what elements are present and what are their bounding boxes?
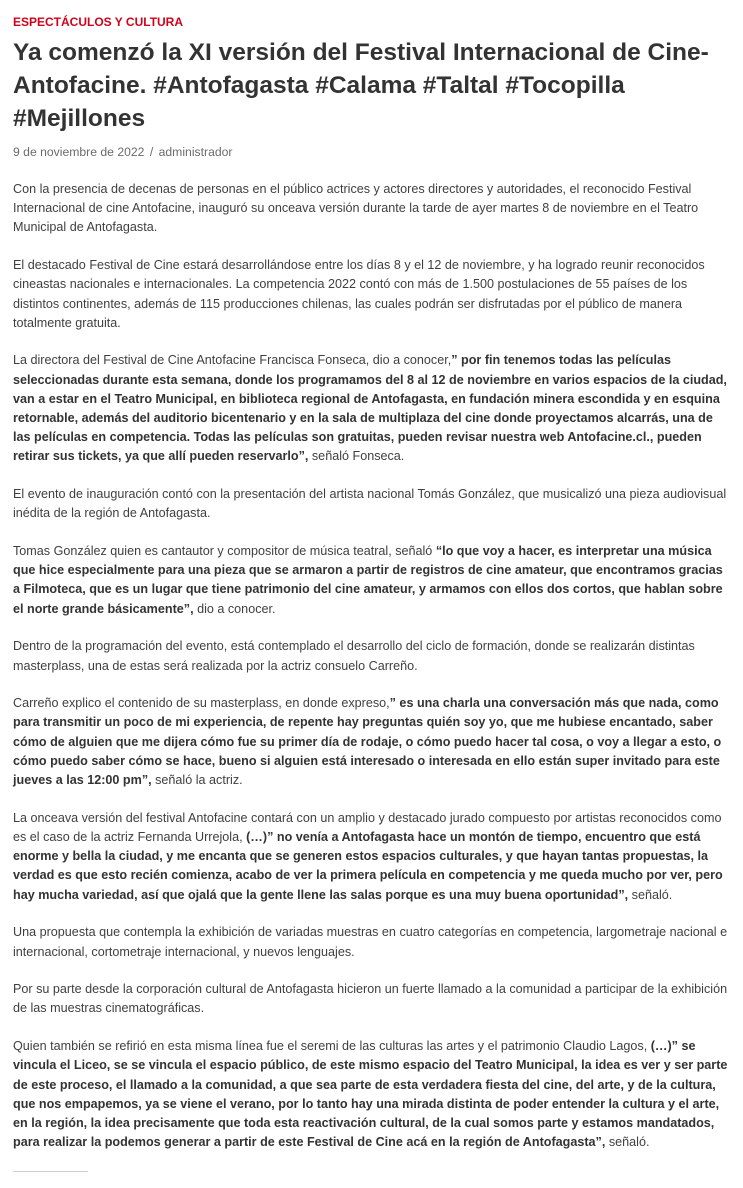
quote-text: ” es una charla una conversación más que nada, como para transmitir un poco de mi experiencia, de repente hay preguntas quién soy yo, que me hubiese encantado, saber cómo de alguien que me dijera cómo fue su primer día de rodaje, o cómo puedo hacer tal cosa, o voy a llegar a esto, o cómo puedo saber cómo se hace, bueno si alguien está interesado o interesada en ello están super invitado para este jueves a las 12:00 pm”, xyxy=(13,696,722,788)
quote-text: (…)” se vincula el Liceo, se se vincula el espacio público, de este mismo espacio del Teatro Municipal, la idea es ver y ser parte de este proceso, el llamado a la comunidad, a que sea parte de esta verdadera fiesta del cine, del arte, y de la cultura, que nos empapemos, ya se viene el verano, por lo tanto hay una mirada distinta de poder entender la cultura y el arte, en la región, la idea precisamente que toda esta reactivación cultural, de la cual somos parte y estamos mandatados, para realizar la podemos generar a partir de este Festival de Cine acá en la región de Antofagasta”, xyxy=(13,1039,728,1150)
paragraph-text: Quien también se refirió en esta misma línea fue el seremi de las culturas las artes y el patrimonio Claudio Lagos, xyxy=(13,1039,651,1054)
quote-text: “lo que voy a hacer, es interpretar una música que hice especialmente para una pieza que se armaron a partir de registros de cine amateur, que encontramos gracias a Filmoteca, que es un lugar que tiene patrimonio del cine amateur, y armamos con ellos dos cortos, que hablan sobre el norte grande básicamente”, xyxy=(13,544,723,616)
paragraph xyxy=(13,809,731,905)
quote-text: ” por fin tenemos todas las películas seleccionadas durante esta semana, donde los programamos del 8 al 12 de noviembre en varios espacios de la ciudad, van a estar en el Teatro Municipal, en biblioteca regional de Antofagasta, en fundación minera escondida y en esquina retornable, además del auditorio bicentenario y en la sala de multiplaza del cine donde proyectamos alcarrás, una de las películas en competencia. Todas las películas son gratuitas, pueden revisar nuestra web Antofacine.cl., pueden retirar sus tickets, ya que allí pueden reservarlo”, xyxy=(13,353,727,464)
divider xyxy=(13,1171,88,1172)
paragraph xyxy=(13,542,731,619)
paragraph-text: Tomas González quien es cantautor y compositor de música teatral, señaló xyxy=(13,544,436,559)
quote-text: (…)” no venía a Antofagasta hace un montón de tiempo, encuentro que está enorme y bella la ciudad, y me encanta que se generen estos espacios culturales, y que hayan tantas propuestas, la verdad es que esto recién comienza, acabo de ver la primera película en competencia y me queda mucho por ver, pero hay mucha variedad, así que ojalá que la gente llene las salas porque es una muy buena oportunidad”, xyxy=(13,829,723,902)
paragraph-text: Carreño explico el contenido de su masterplass, en donde expreso, xyxy=(13,696,390,711)
article-title: Ya comenzó la XI versión del Festival Internacional de Cine-Antofacine. #Antofagasta #Calama #Taltal #Tocopilla #Mejillones xyxy=(13,39,709,132)
paragraph-text: señaló Fonseca. xyxy=(308,449,405,464)
paragraph-text: dio a conocer. xyxy=(193,601,276,616)
paragraph: Por su parte desde la corporación cultural de Antofagasta hicieron un fuerte llamado a la comunidad a participar de la exhibición de las muestras cinematográficas. xyxy=(13,982,728,1016)
category-link[interactable]: ESPECTÁCULOS Y CULTURA xyxy=(13,15,184,29)
paragraph-text: La directora del Festival de Cine Antofacine Francisca Fonseca, dio a conocer, xyxy=(13,353,452,368)
article-meta xyxy=(13,145,731,159)
paragraph-text: señaló la actriz. xyxy=(151,773,243,788)
paragraph-text: La onceava versión del festival Antofacine contará con un amplio y destacado jurado compuesto por artistas reconocidos como es el caso de la actriz Fernanda Urrejola, xyxy=(13,810,722,844)
author-link[interactable]: administrador xyxy=(158,145,233,159)
paragraph xyxy=(13,351,731,466)
paragraph: Con la presencia de decenas de personas en el público actrices y actores directores y autoridades, el reconocido Festival Internacional de cine Antofacine, inauguró su onceava versión durante la tarde de ayer martes 8 de noviembre en el Teatro Municipal de Antofagasta. xyxy=(13,182,699,235)
publish-date: 9 de noviembre de 2022 xyxy=(13,145,145,159)
paragraph: Una propuesta que contempla la exhibición de variadas muestras en cuatro categorías en competencia, largometraje nacional e internacional, cortometraje internacional, y nuevos lenguajes. xyxy=(13,925,728,959)
paragraph xyxy=(13,694,731,790)
paragraph xyxy=(13,1037,731,1152)
paragraph-text: señaló. xyxy=(628,887,673,902)
paragraph: El destacado Festival de Cine estará desarrollándose entre los días 8 y el 12 de noviembre, y ha logrado reunir reconocidos cineastas nacionales e internacionales. La competencia 2022 contó con más de 1.500 postulaciones de 55 países de los distintos continentes, además de 115 producciones chilenas, las cuales podrán ser disfrutadas por el público de manera totalmente gratuita. xyxy=(13,258,705,330)
paragraph: El evento de inauguración contó con la presentación del artista nacional Tomás González, que musicalizó una pieza audiovisual inédita de la región de Antofagasta. xyxy=(13,487,727,521)
meta-separator: / xyxy=(149,145,154,159)
paragraph: Dentro de la programación del evento, está contemplado el desarrollo del ciclo de formación, donde se realizarán distintas masterplass, una de estas será realizada por la actriz consuelo Carreño. xyxy=(13,639,695,673)
paragraph-text: señaló. xyxy=(605,1135,650,1150)
